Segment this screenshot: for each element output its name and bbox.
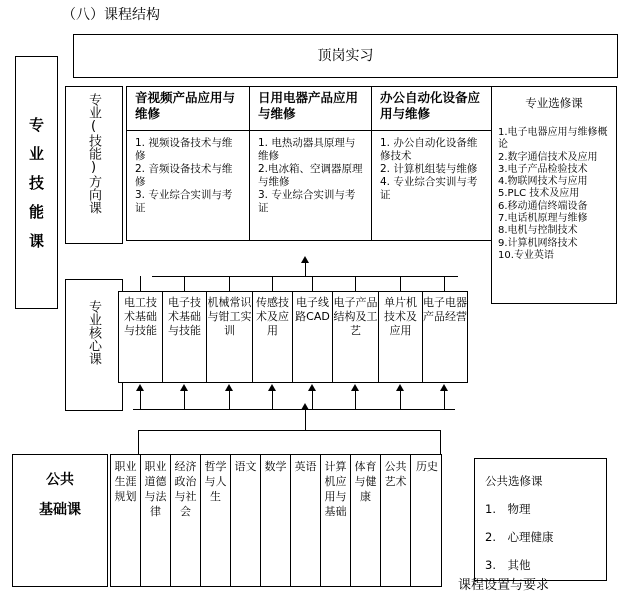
direction-office	[372, 87, 491, 240]
direction-item: 4. 专业综合实训与考证	[380, 176, 478, 201]
public-courses-row	[110, 454, 442, 587]
up-arrow-icon	[268, 384, 276, 391]
connector-line	[305, 410, 306, 430]
direction-item: 3. 专业综合实训与考证	[135, 189, 233, 214]
elective-item: 4.物联网技术与应用	[498, 176, 588, 188]
connector-line	[400, 276, 401, 291]
elective-item: 9.计算机网络技术	[498, 237, 578, 249]
public-elective-item: 2. 心理健康	[485, 530, 554, 544]
up-arrow-icon	[351, 384, 359, 391]
direction-audio-video	[127, 87, 250, 240]
connector-line	[272, 276, 273, 291]
connector-line	[152, 276, 458, 277]
elective-item: 5.PLC 技术及应用	[498, 188, 580, 200]
direction-title: 日用电器产品应用与维修	[250, 90, 371, 131]
direction-item: 1. 电热动器具原理与维修	[258, 137, 356, 162]
elective-item: 3.电子产品检验技术	[498, 163, 588, 175]
public-course: 数学	[261, 455, 291, 586]
connector-line	[140, 276, 141, 291]
direction-item: 2. 计算机组装与维修	[380, 163, 478, 175]
connector-line	[444, 276, 445, 291]
connector-line	[312, 390, 313, 409]
elective-item: 2.数字通信技术及应用	[498, 151, 598, 163]
direction-item: 1. 视频设备技术与维修	[135, 137, 233, 162]
public-label-line1: 公共	[46, 472, 74, 488]
elective-box	[491, 86, 617, 304]
direction-item: 1. 办公自动化设备维修技术	[380, 137, 478, 162]
internship-label: 顶岗实习	[317, 48, 374, 64]
public-elective-item: 3. 其他	[485, 558, 531, 572]
core-course: 单片机技术及应用	[379, 292, 423, 382]
elective-item: 8.电机与控制技术	[498, 225, 578, 237]
public-label-box	[12, 454, 108, 587]
up-arrow-icon	[308, 384, 316, 391]
elective-list	[498, 127, 610, 262]
direction-title: 音视频产品应用与维修	[127, 90, 249, 131]
core-course: 电子线路CAD	[293, 292, 333, 382]
core-label: 专业核心课	[86, 300, 101, 365]
connector-line	[229, 390, 230, 409]
up-arrow-icon	[180, 384, 188, 391]
core-course: 电子产品结构及工艺	[333, 292, 379, 382]
public-course: 历史	[416, 460, 438, 473]
elective-item: 6.移动通信终端设备	[498, 200, 588, 212]
connector-line	[312, 276, 313, 291]
connector-line	[355, 276, 356, 291]
public-course: 体育与健康	[351, 455, 381, 586]
core-course: 机械常识与钳工实训	[207, 292, 253, 382]
direction-title: 办公自动化设备应用与维修	[372, 90, 491, 131]
core-courses-row	[118, 291, 468, 383]
core-course: 电工技术基础与技能	[119, 292, 163, 382]
public-course: 职业道德与法律	[141, 455, 171, 586]
elective-item: 1.电子电器应用与维修概论	[498, 127, 608, 151]
public-elective-item: 1. 物理	[485, 502, 531, 516]
connector-line	[138, 430, 440, 431]
bottom-caption: 课程设置与要求	[458, 578, 550, 593]
direction-item: 2. 音频设备技术与维修	[135, 163, 233, 188]
connector-line	[272, 390, 273, 409]
elective-title: 专业选修课	[525, 96, 583, 110]
connector-line	[444, 390, 445, 409]
connector-line	[140, 390, 141, 409]
elective-item: 10.专业英语	[498, 249, 554, 261]
connector-line	[440, 430, 441, 454]
public-elective-title: 公共选修课	[485, 474, 543, 488]
up-arrow-icon	[301, 256, 309, 263]
elective-item: 7.电话机原理与维修	[498, 213, 588, 225]
public-course: 计算机应用与基础	[321, 455, 351, 586]
public-course: 哲学与人生	[201, 455, 231, 586]
direction-label-box	[65, 86, 123, 244]
public-course: 职业生涯规划	[111, 455, 141, 586]
core-course: 电子电器产品经营	[423, 296, 467, 323]
up-arrow-icon	[225, 384, 233, 391]
connector-line	[133, 409, 455, 410]
direction-courses-box	[126, 86, 492, 241]
connector-line	[184, 390, 185, 409]
direction-item: 3. 专业综合实训与考证	[258, 189, 356, 214]
internship-box	[73, 34, 618, 78]
core-course: 电子技术基础与技能	[163, 292, 207, 382]
connector-line	[138, 430, 139, 454]
public-label-line2: 基础课	[39, 502, 81, 518]
section-title: （八）课程结构	[62, 7, 160, 23]
core-label-box	[65, 279, 123, 411]
connector-line	[184, 276, 185, 291]
public-course: 语文	[231, 455, 261, 586]
connector-line	[229, 276, 230, 291]
skills-category-box	[15, 56, 58, 309]
up-arrow-icon	[136, 384, 144, 391]
public-course: 经济政治与社会	[171, 455, 201, 586]
core-course: 传感技术及应用	[253, 292, 293, 382]
skills-category-label: 专业技能课	[27, 117, 45, 262]
direction-item: 2.电冰箱、空调器原理与维修	[258, 163, 363, 188]
up-arrow-icon	[396, 384, 404, 391]
public-course: 公共艺术	[381, 455, 411, 586]
public-elective-box	[474, 458, 607, 581]
direction-appliance	[250, 87, 372, 240]
connector-line	[400, 390, 401, 409]
connector-line	[355, 390, 356, 409]
connector-line	[305, 262, 306, 276]
public-course: 英语	[291, 455, 321, 586]
up-arrow-icon	[440, 384, 448, 391]
direction-label: 专业(技能)方向课	[86, 93, 101, 214]
